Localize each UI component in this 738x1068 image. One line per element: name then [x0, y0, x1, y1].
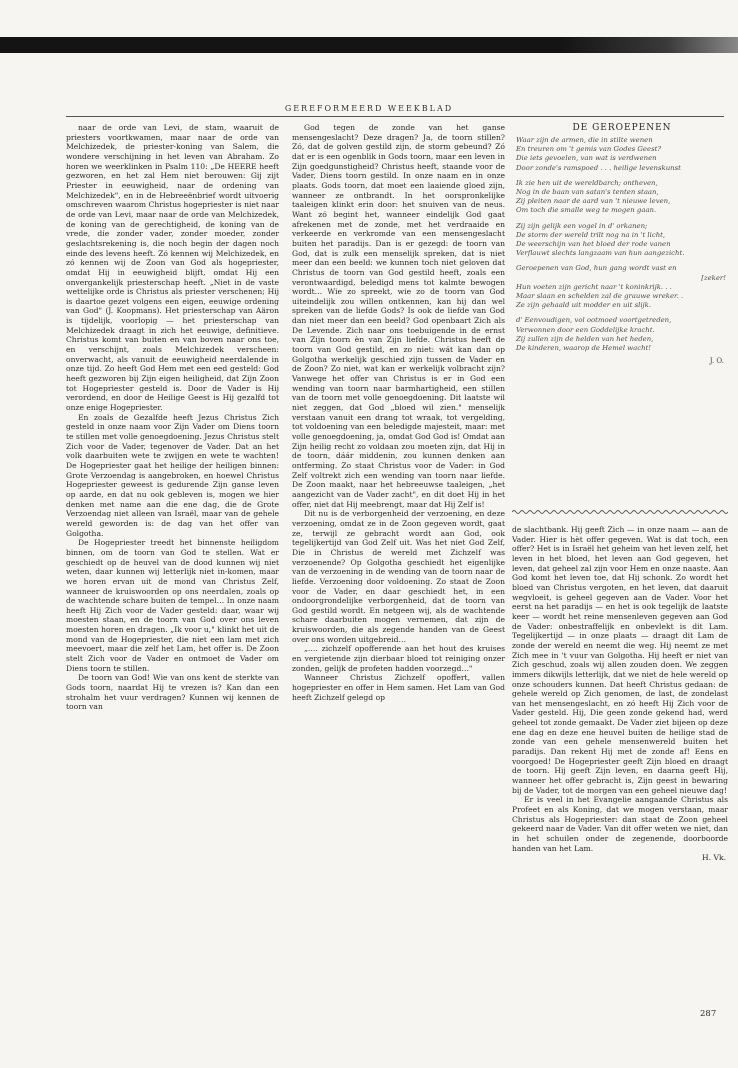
- poem-line: Zij pleiten naar de aard van 't nieuwe leven,: [516, 197, 671, 206]
- poem-line: Ik zie hen uit de wereldbarch; ontheven,: [516, 178, 658, 187]
- poem-line: Waar zijn de armen, die in stilte wenen: [516, 136, 653, 144]
- poem: [516, 123, 728, 365]
- poem-line: d' Eenvoudigen, vol ootmoed voortgetreden,: [516, 316, 672, 325]
- poem-line-continuation: [zeker!: [701, 273, 726, 282]
- poem-line: En treuren om 't gemis van Godes Geest?: [516, 145, 662, 154]
- poem-line: Door zonde's ramspoed . . . heilige levenskunst: [516, 163, 681, 172]
- poem-line: Nog in de baan van satan's tenten staan,: [516, 188, 659, 197]
- poem-line: Maar slaan en schelden zal de grauwe wreker. .: [516, 292, 684, 301]
- poem-line: De weerschijn van het bloed der rode vanen: [516, 240, 671, 249]
- column-left: [66, 123, 279, 712]
- paragraph: „…. zichzelf opofferende aan het hout des kruises en vergietende zijn dierbaar bloed tot reiniging onzer zonden, gelijk de profeten hadden voorzegd…": [292, 644, 505, 673]
- paragraph: Dit nu is de verborgenheid der verzoening, en deze verzoening, omdat ze in de Zoon gegeven wordt, gaat ze, terwijl ze gebracht wordt aan God, ook tegelijkertijd van God Zelf uit. Was het niet God Zelf, Die in Christus de wereld met Zichzelf was verzoenende? Op Golgotha geschiedt het eigenlijke van de verzoening in de wending van de toorn naar de liefde. Verzoening door voldoening. Zo staat de Zoon voor de Vader, en daar geschiedt het, in een ondoorgrondelijke verborgenheid, dat de toorn van God gestild wordt. En netgeen wij, als de wachtende schare daarbuiten mogen vernemen, dat zijn de kruiswoorden, die als zegende handen van de Geest over ons worden uitgebreid…: [292, 509, 505, 644]
- poem-line: Verwonnen door een Goddelijke kracht.: [516, 325, 655, 334]
- wavy-divider: [512, 509, 728, 515]
- poem-line: Zij zijn gelijk een vogel in d' orkanen;: [516, 221, 648, 230]
- paragraph: de slachtbank. Hij geeft Zich — in onze naam — aan de Vader. Hier is hèt offer gegeven. Wat is dat toch, een offer? Het is in Israël het geheim van het leven zelf, het leven in het bloed, het leven aan God gegeven, het leven, dat geheel zal zijn voor Hem en onze naaste. Aan God komt het leven toe, dat Hij schonk. Zo wordt het bloed van Christus vergoten, en het leven, dat daaruit wegvloeit, is geheel gegeven aan de Vader. Voor het eerst na het paradijs — en het is ook tegelijk de laatste keer — wordt het reine mensenleven gegeven aan God de Vader: onbestraffelijk en onbevlekt is dit Lam. Tegelijkertijd — in onze plaats — draagt dit Lam de zonde der wereld en neemt die weg. Hij neemt ze met Zich mee in 't vuur van Golgotha. Hij heeft er niet van Zich geschud, zoals wij allen zouden doen. We zeggen immers dikwijls letterlijk, dat we niet de hele wereld op onze schouders kunnen. Dat heeft Christus gedaan: de gehele wereld op Zich genomen, de last, de zondelast van het mensengeslacht, en zó heeft Hij Zich voor de Vader gesteld. Hij, Die geen zonde gekend had, werd geheel tot zonde gemaakt. De Vader ziet bijeen op deze ene dag en deze ene heuvel buiten de heilige stad de zonde van een gehele mensenwereld buiten het paradijs. Dan rekent Hij met de zonde af! Eens en voorgoed! De Hogepriester geeft Zijn bloed en draagt de toorn. Hij geeft Zijn leven, en daarna geeft Hij, wanneer het offer gebracht is, Zijn geest in bewaring bij de Vader, tot de morgen van een geheel nieuwe dag!: [512, 525, 728, 795]
- poem-stanza: [516, 136, 728, 173]
- header-rule: [66, 116, 724, 117]
- author-signature: H. Vk.: [702, 853, 726, 863]
- poem-line: Ze zijn gehaald uit modder en uit slijk.: [516, 301, 652, 310]
- paragraph: En zoals de Gezalfde heeft Jezus Christus Zich gesteld in onze naam voor Zijn Vader om Diens toorn te stillen met volle genoegdoening. Jezus Christus stelt Zich voor de Vader, tegenover de Vader. Dat an het volk daarbuiten wete te zwijgen en wete te wachten! De Hogepriester gaat het heilige der heiligen binnen: Grote Verzoendag is aangebroken, en hoewel Christus Hogepriester geweest is gedurende Zijn ganse leven op aarde, en dat nu ook gebleven is, mogen we hier denken met name aan die ene dag, die de Grote Verzoendag niet alleen van Israël, maar van de gehele wereld geworden is: de dag van het offer van Golgotha.: [66, 412, 279, 538]
- poem-stanza: [516, 264, 728, 310]
- paragraph: naar de orde van Levi, de stam, waaruit de priesters voortkwamen, maar naar de orde van Melchizedek, de priester-koning van Salem, die wondere verschijning in het leven van Abraham. Zo horen we weerklinken in Psalm 110: „De HEERE heeft gezworen, en het zal Hem niet berouwen: Gij zijt Priester in eeuwigheid, naar de ordening van Melchizedek", en in de Hebreeënbrief wordt uitvoerig omschreven waarom Christus hogepriester is niet naar de orde van Levi, maar naar de orde van Melchizedek, de koning van de gerechtigheid, de koning van de vrede, die zonder vader, zonder moeder, zonder geslachtsrekening is, die noch begin der dagen noch einde des levens heeft. Zó kennen wij Melchizedek, en zó kennen wij de Zoon van God als hogepriester, omdat Hij in eeuwigheid blijft, omdat Hij een onvergankelijk priesterschap heeft. „Niet in de vaste wettelijke orde is Christus als priester verschenen; Hij is daartoe gezet volgens een eigen, eeuwige ordening van God" (J. Koopmans). Het priesterschap van Aäron is tijdelijk, voorlopig — het priesterschap van Melchizedek draagt in zich het eeuwige, definitieve. Christus komt van buiten en van boven naar ons toe, en verschijnt, zoals Melchizedek verscheen: onverwacht, als vanuit de eeuwigheid neerdalende in onze tijd. Zo heeft God Hem met een eed gesteld: God heeft gezworen bij Zijn eigen heiligheid, dat Zijn Zoon tot Hogepriester gesteld is. Door de Vader is Hij verordend, en door de Heilige Geest is Hij gezalfd tot onze enige Hogepriester.: [66, 123, 279, 413]
- paragraph: De Hogepriester treedt het binnenste heiligdom binnen, om de toorn van God te stellen. Wat er geschiedt op de heuvel van de dood kunnen wij niet weten, daar kunnen wij letterlijk niet in-komen, maar we horen ervan uit de mond van Christus Zelf, wanneer de kruiswoorden op ons neerdalen, zoals op de wachtende schare buiten de tempel… In onze naam heeft Hij Zich voor de Vader gesteld: daar, waar wij moesten staan, en de toorn van God over ons leven moesten horen en dragen. „Ik voor u," klinkt het uit de mond van de Hogepriester, die niet een lam met zich meevoert, maar die zelf het Lam, het offer is. De Zoon stelt Zich voor de Vader en ontmoet de Vader om Diens toorn te stillen.: [66, 538, 279, 673]
- poem-line: Die iets gevoelen, van wat is verdwenen: [516, 154, 657, 163]
- paragraph: Wanneer Christus Zichzelf opoffert, vallen hogepriester en offer in Hem samen. Het Lam van God heeft Zichzelf gelegd op: [292, 673, 505, 702]
- column-middle: [292, 123, 505, 702]
- publication-header: GEREFORMEERD WEEKBLAD: [284, 104, 454, 113]
- paragraph: De toorn van God! Wie van ons kent de sterkte van Gods toorn, naardat Hij te vrezen is? Kan dan een strohalm het vuur verdragen? Kunnen wij kennen de toorn van: [66, 673, 279, 712]
- poem-line: Hun voeten zijn gericht naar 't koninkrijk. . .: [516, 282, 672, 291]
- paragraph: Er is veel in het Evangelie aangaande Christus als Profeet en als Koning, dat we mogen verstaan, maar Christus als Hogepriester: dan staat de Zoon geheel gekeerd naar de Vader. Van dit offer weten we niet, dan in het schuilen onder de zegenende, doorboorde handen van het Lam.: [512, 795, 728, 853]
- column-right: [512, 525, 728, 863]
- paragraph: God tegen de zonde van het ganse mensengeslacht? Deze dragen? Ja, de toorn stillen? Zó, dat de golven gestild zijn, de storm gebeund? Zó dat er is een ogenblik in Gods toorn, maar een leven in Zijn goedgunstigheid? Christus heeft, staande voor de Vader, Diens toorn gestild. In onze naam en in onze plaats. Gods toorn, dat moet een laaiende gloed zijn, wanneer ze ontbrandt. In het oorspronkelijke taaleigen klinkt erin door: het snuiven van de neus. Want zó begint het, wanneer eindelijk God gaat afrekenen met de zonde, met het verdraaide en verkeerde en verkromde van een mensengeslacht buiten het paradijs. Dan is er gezegd: de toorn van God, dat is zulk een menselijk spreken, dat is niet meer dan een beeld: we kunnen toch niet geloven dat Christus de toorn van God gestild heeft, zoals een verontwaardigd, beledigd mens tot kalmte bewogen wordt… Wie zo spreekt, wie zo de toorn van God uiteindelijk zou willen ontkennen, kan hij dan wel spreken van de liefde Gods? Is ook de liefde van God dan niet meer dan een beeld? God openbaart Zich als De Levende. Zich naar ons toebuigende in de ernst van Zijn toorn èn van Zijn liefde. Christus heeft de toorn van God gestild, en zo niet: wát kan dan op Golgotha werkelijk geschied zijn tussen de Vader en de Zoon? Zo niet, wat kan er werkelijk volbracht zijn? Vanwege het offer van Christus is er in God een wending van toorn naar barmhartigheid, een stillen van de toorn met volle genoegdoening. Dit laatste wil niet zeggen, dat God „bloed wil zien." menselijk verstaan vanuit een drang tot wraak, tot vergelding, tot voldoening van een beledigde majesteit, maar: met volle genoegdoening, ja, omdat God God is! Omdat aan Zijn heilig recht zo voldaan zou moeten zijn, dat Hij in de toorn, dáár middenin, zou kunnen denken aan ontferming. Zo staat Christus voor de Vader: in God Zelf voltrekt zich een wending van toorn naar liefde. De Zoon maakt, naar het hebreeuwse taaleigen, „het aangezicht van de Vader zacht", en dit doet Hij in het offer, niet dat Hij meebrengt, maar dat Hij Zelf is!: [292, 123, 505, 509]
- poem-stanza: [516, 316, 728, 353]
- poem-stanza: [516, 179, 728, 216]
- page-number: 287: [700, 1009, 717, 1019]
- poem-line: De kinderen, waarop de Hemel wacht!: [516, 344, 652, 353]
- poem-line: Verflauwt slechts langzaam van hun aangezicht.: [516, 249, 685, 258]
- poem-line: Zij zullen zijn de helden van het heden,: [516, 334, 654, 343]
- poem-line: Geroepenen van God, hun gang wordt vast en: [516, 264, 677, 273]
- top-band-fade: [560, 37, 738, 53]
- poem-stanza: [516, 222, 728, 259]
- poem-line: De storm der wereld trilt nog na in 't licht,: [516, 230, 666, 239]
- poem-signature: J. O.: [709, 357, 724, 366]
- poem-line: Om toch die smalle weg te mogen gaan.: [516, 206, 657, 215]
- poem-title: DE GEROEPENEN: [572, 123, 672, 133]
